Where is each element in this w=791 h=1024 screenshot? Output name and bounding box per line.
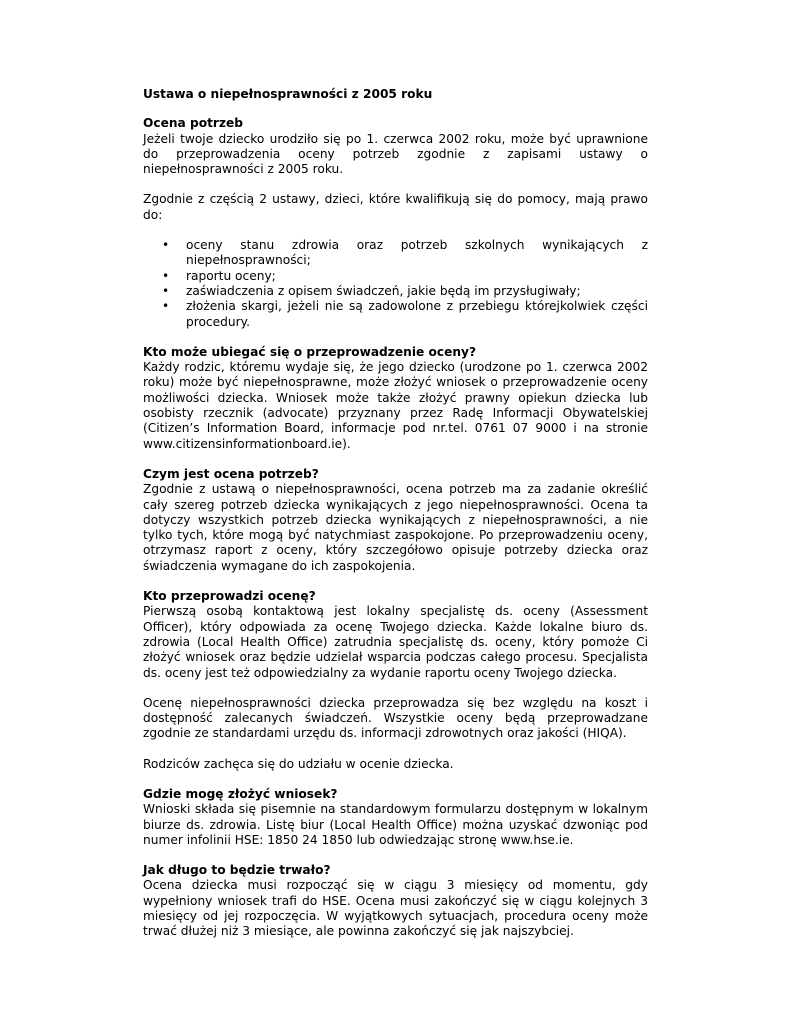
list-item: • raportu oceny;	[186, 269, 648, 284]
section-heading: Kto przeprowadzi ocenę?	[143, 589, 316, 604]
section-heading: Czym jest ocena potrzeb?	[143, 466, 319, 481]
section-heading: Ocena potrzeb	[143, 116, 244, 131]
list-item: • oceny stanu zdrowia oraz potrzeb szkolnych wynikających z niepełnosprawności;	[186, 238, 648, 269]
list-item: • złożenia skargi, jeżeli nie są zadowolone z przebiegu którejkolwiek części procedury.	[186, 299, 648, 330]
paragraph: Zgodnie z częścią 2 ustawy, dzieci, które kwalifikują się do pomocy, mają prawo do:	[143, 192, 648, 222]
paragraph: Wnioski składa się pisemnie na standardowym formularzu dostępnym w lokalnym biurze ds. zdrowia. Listę biur (Local Health Office) można uzyskać dzwoniąc pod numer infolinii HSE: 1850 24 1850 lub odwiedzając stronę www.hse.ie.	[143, 802, 648, 847]
paragraph: Rodziców zachęca się do udziału w ocenie dziecka.	[143, 756, 454, 771]
bullet-list	[143, 238, 648, 330]
section-jak-dlugo	[143, 863, 648, 939]
paragraph: Ocenę niepełnosprawności dziecka przeprowadza się bez względu na koszt i dostępność zalecanych świadczeń. Wszystkie oceny będą przeprowadzane zgodnie ze standardami urzędu ds. informacji zdrowotnych oraz jakości (HIQA).	[143, 695, 648, 741]
section-heading: Gdzie mogę złożyć wniosek?	[143, 786, 338, 801]
paragraph: Zgodnie z ustawą o niepełnosprawności, ocena potrzeb ma za zadanie określić cały szereg potrzeb dziecka wynikających z jego niepełnosprawności. Ocena ta dotyczy wszystkich potrzeb dziecka wynikających z niepełnosprawności, a nie tylko tych, które mogą być natychmiast zaspokojone. Po przeprowadzeniu oceny, otrzymasz raport z oceny, który szczegółowo opisuje potrzeby dziecka oraz świadczenia wymagane do ich zaspokojenia.	[143, 482, 648, 573]
paragraph: Jeżeli twoje dziecko urodziło się po 1. czerwca 2002 roku, może być uprawnione do przeprowadzenia oceny potrzeb zgodnie z zapisami ustawy o niepełnosprawności z 2005 roku.	[143, 131, 648, 177]
section-ocena-potrzeb	[143, 116, 648, 330]
document-title: Ustawa o niepełnosprawności z 2005 roku	[143, 87, 433, 101]
paragraph: Pierwszą osobą kontaktową jest lokalny specjalistę ds. oceny (Assessment Officer), który odpowiada za ocenę Twojego dziecka. Każde lokalne biuro ds. zdrowia (Local Health Office) zatrudnia specjalistę ds. oceny, który pomoże Ci złożyć wniosek oraz będzie udzielał wsparcia podczas całego procesu. Specjalista ds. oceny jest też odpowiedzialny za wydanie raportu oceny Twojego dziecka.	[143, 604, 648, 680]
section-czym-jest-ocena	[143, 467, 648, 574]
section-heading: Jak długo to będzie trwało?	[143, 863, 331, 878]
section-gdzie-zlozyc	[143, 787, 648, 848]
section-heading: Kto może ubiegać się o przeprowadzenie oceny?	[143, 344, 477, 359]
list-item: • zaświadczenia z opisem świadczeń, jakie będą im przysługiwały;	[186, 284, 648, 299]
document-page	[143, 87, 648, 955]
section-kto-przeprowadzi	[143, 589, 648, 772]
paragraph: Każdy rodzic, któremu wydaje się, że jego dziecko (urodzone po 1. czerwca 2002 roku) może być niepełnosprawne, może złożyć wniosek o przeprowadzenie oceny możliwości dziecka. Wniosek może także złożyć prawny opiekun dziecka lub osobisty rzecznik (advocate) przyznany przez Radę Informacji Obywatelskiej (Citizen’s Information Board, informacje pod nr.tel. 0761 07 9000 i na stronie www.citizensinformationboard.ie).	[143, 360, 648, 451]
paragraph: Ocena dziecka musi rozpocząć się w ciągu 3 miesięcy od momentu, gdy wypełniony wniosek trafi do HSE. Ocena musi zakończyć się w ciągu kolejnych 3 miesięcy od jej rozpoczęcia. W wyjątkowych sytuacjach, procedura oceny może trwać dłużej niż 3 miesiące, ale powinna zakończyć się jak najszybciej.	[143, 878, 648, 939]
section-kto-moze-ubiegac	[143, 345, 648, 452]
